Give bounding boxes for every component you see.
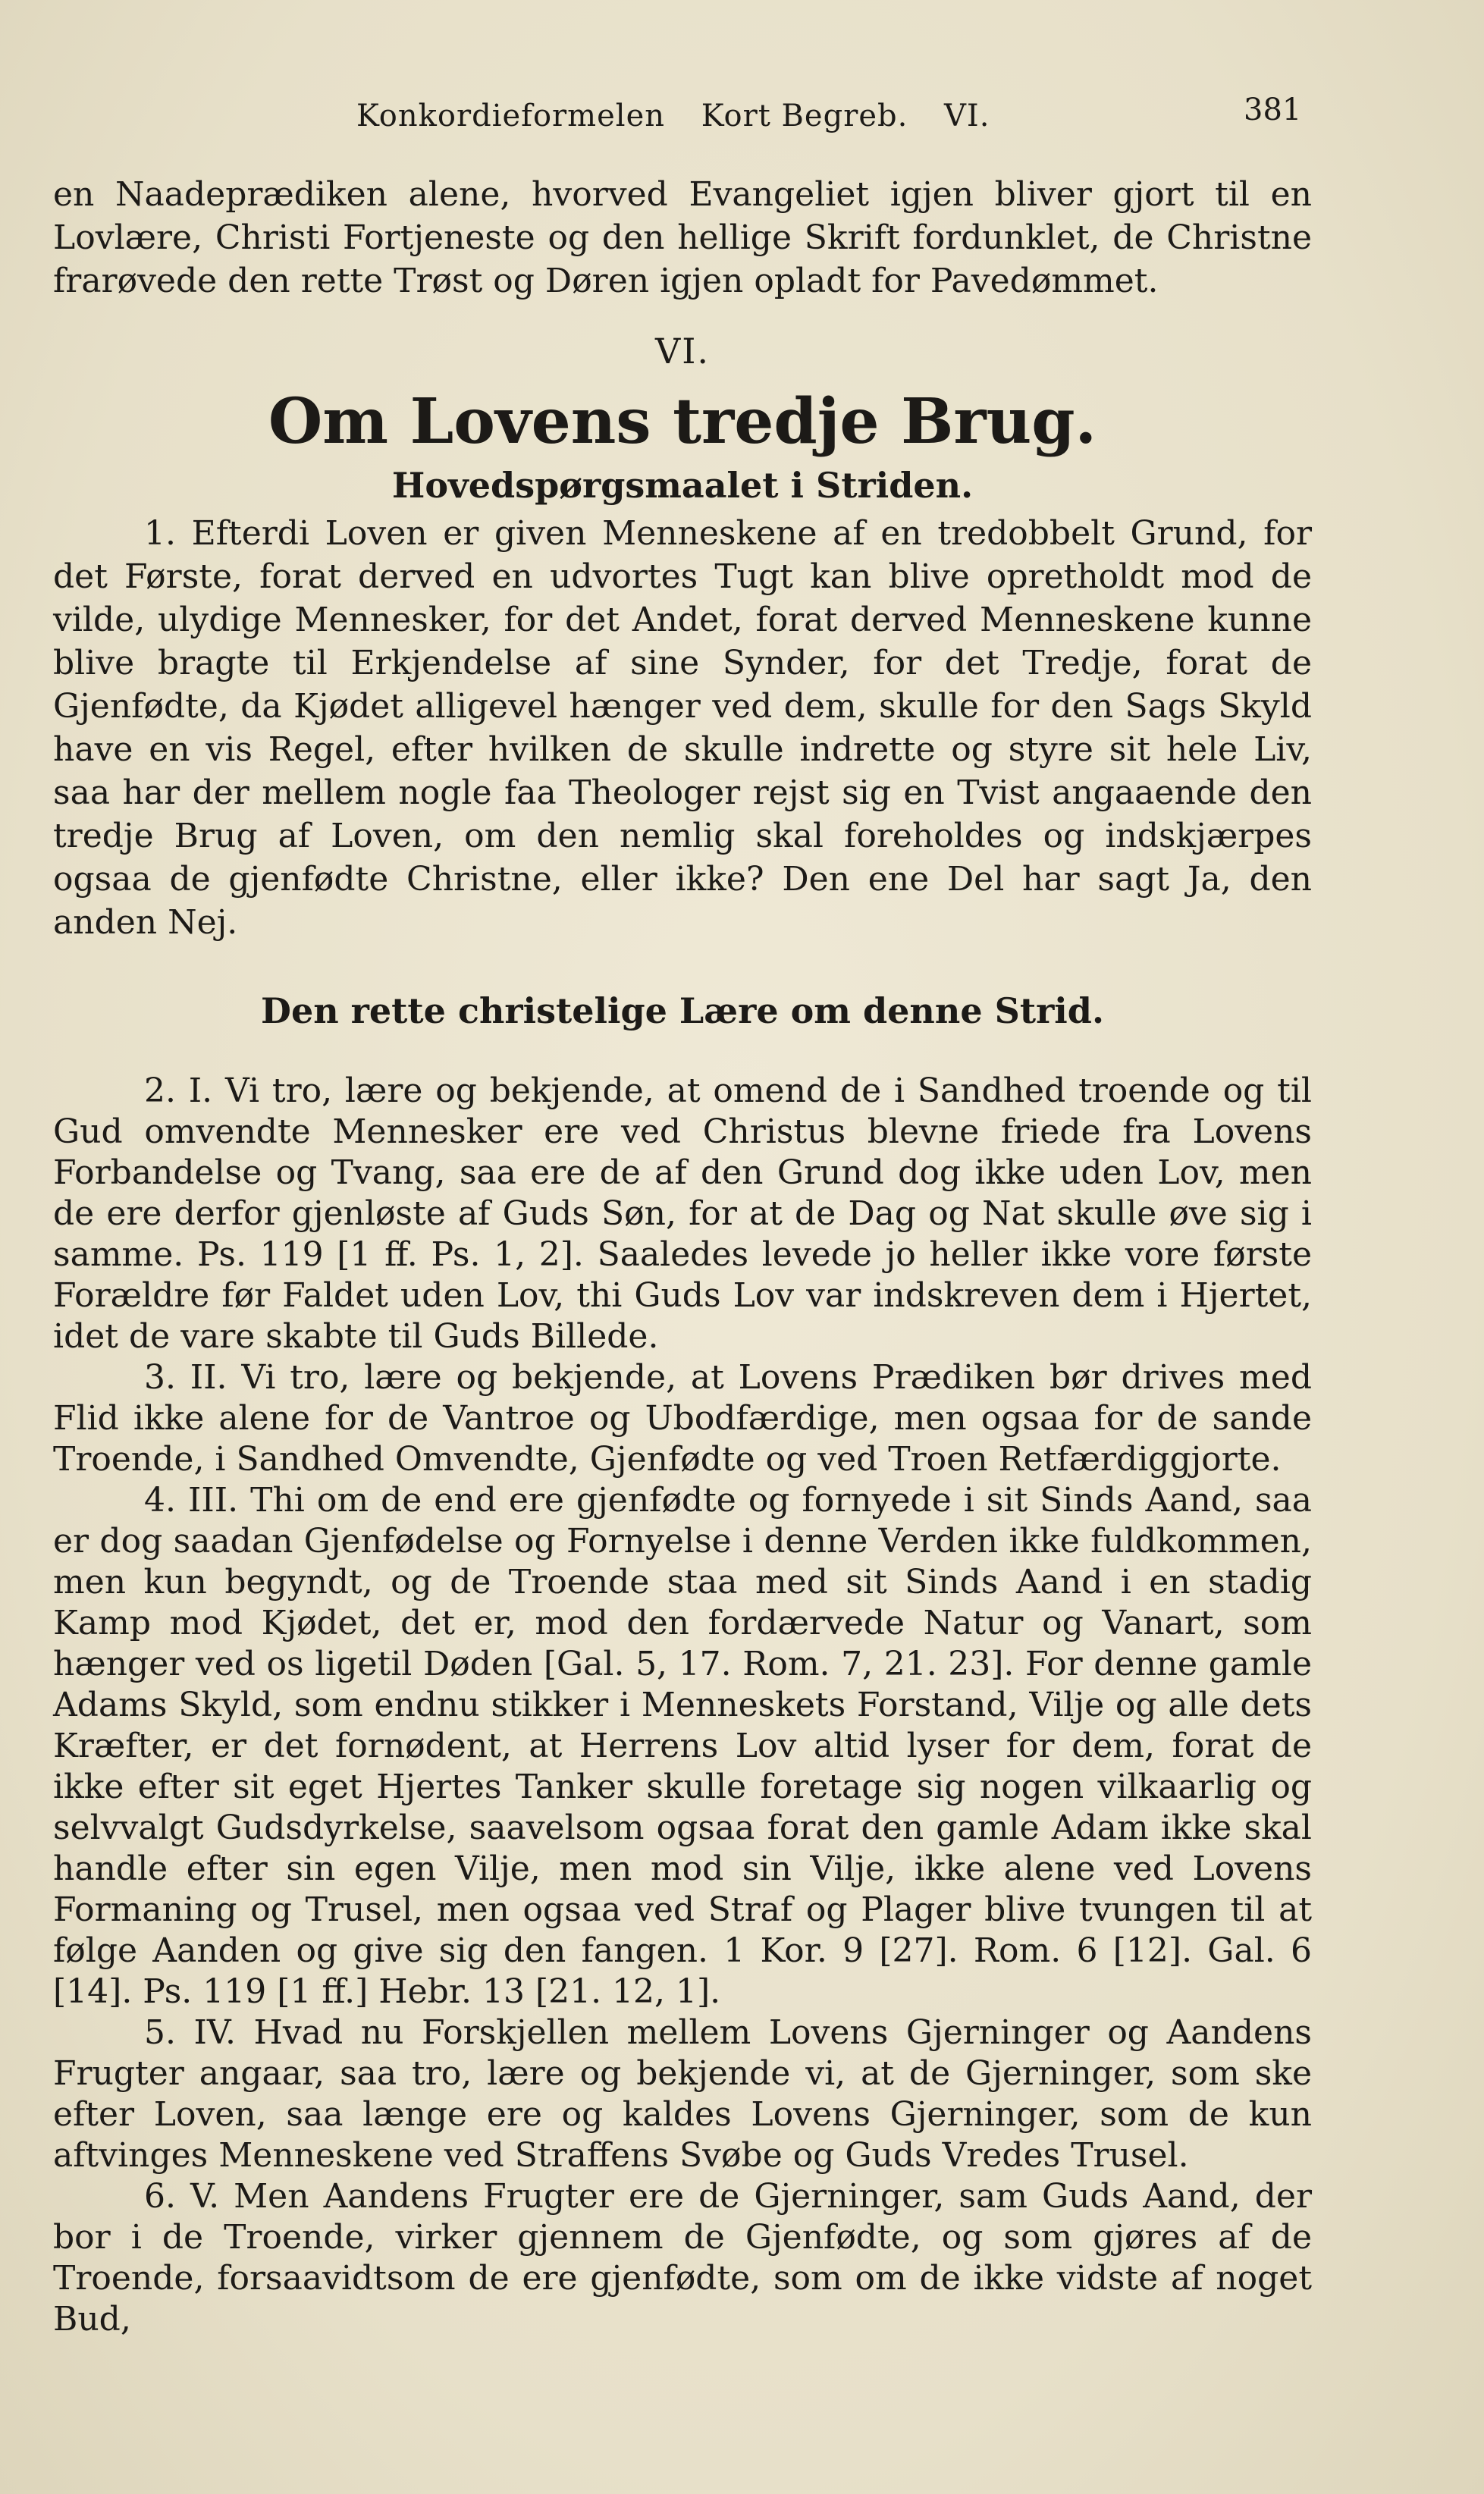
running-header (356, 99, 1191, 133)
paragraph-5: 5. IV. Hvad nu Forskjellen mellem Lovens Gjerninger og Aandens Frugter angaar, saa tro, lære og bekjende vi, at de Gjerninger, som ske efter Loven, saa længe ere og kaldes Lovens Gjerninger, som de kun aftvinges Menneskene ved Straffens Svøbe og Guds Vredes Trusel. (53, 2013, 1312, 2175)
page-body (53, 173, 1312, 2340)
intro-paragraph: en Naadeprædiken alene, hvorved Evangeliet igjen bliver gjort til en Lovlære, Christi Fortjeneste og den hellige Skrift fordunklet, de Christne frarøvede den rette Trøst og Døren igjen opladt for Pavedømmet. (53, 175, 1312, 300)
paragraph-3: 3. II. Vi tro, lære og bekjende, at Lovens Prædiken bør drives med Flid ikke alene for de Vantroe og Ubodfærdige, men ogsaa for de sande Troende, i Sandhed Omvendte, Gjenfødte og ved Troen Retfærdiggjorte. (53, 1358, 1312, 1479)
section-subtitle: Hovedspørgsmaalet i Striden. (391, 465, 974, 506)
section-number: VI. (654, 331, 710, 372)
running-title: Konkordieformelen (356, 99, 665, 133)
section-subtitle-2: Den rette christelige Lære om denne Strid. (261, 990, 1104, 1031)
running-section: VI. (944, 99, 990, 133)
paragraph-4: 4. III. Thi om de end ere gjenfødte og fornyede i sit Sinds Aand, saa er dog saadan Gjenfødelse og Fornyelse i denne Verden ikke fuldkommen, men kun begyndt, og de Troende staa med sit Sinds Aand i en stadig Kamp mod Kjødet, det er, mod den fordærvede Natur og Vanart, som hænger ved os ligetil Døden [Gal. 5, 17. Rom. 7, 21. 23]. For denne gamle Adams Skyld, som endnu stikker i Menneskets Forstand, Vilje og alle dets Kræfter, er det fornødent, at Herrens Lov altid lyser for dem, forat de ikke efter sit eget Hjertes Tanker skulle foretage sig nogen vilkaarlig og selvvalgt Gudsdyrkelse, saavelsom ogsaa forat den gamle Adam ikke skal handle efter sin egen Vilje, men mod sin Vilje, ikke alene ved Lovens Formaning og Trusel, men ogsaa ved Straf og Plager blive tvungen til at følge Aanden og give sig den fangen. 1 Kor. 9 [27]. Rom. 6 [12]. Gal. 6 [14]. Ps. 119 [1 ff.] Hebr. 13 [21. 12, 1]. (53, 1481, 1312, 2011)
page-number: 381 (1244, 93, 1302, 127)
paragraph-2: 2. I. Vi tro, lære og bekjende, at omend de i Sandhed troende og til Gud omvendte Mennesker ere ved Christus blevne friede fra Lovens Forbandelse og Tvang, saa ere de af den Grund dog ikke uden Lov, men de ere derfor gjenløste af Guds Søn, for at de Dag og Nat skulle øve sig i samme. Ps. 119 [1 ff. Ps. 1, 2]. Saaledes levede jo heller ikke vore første Forældre før Faldet uden Lov, thi Guds Lov var indskreven dem i Hjertet, idet de vare skabte til Guds Billede. (53, 1071, 1312, 1356)
paragraph-1: 1. Efterdi Loven er given Menneskene af en tredobbelt Grund, for det Første, forat derved en udvortes Tugt kan blive opretholdt mod de vilde, ulydige Mennesker, for det Andet, forat derved Menneskene kunne blive bragte til Erkjendelse af sine Synder, for det Tredje, forat de Gjenfødte, da Kjødet alligevel hænger ved dem, skulle for den Sags Skyld have en vis Regel, efter hvilken de skulle indrette og styre sit hele Liv, saa har der mellem nogle faa Theologer rejst sig en Tvist angaaende den tredje Brug af Loven, om den nemlig skal foreholdes og indskjærpes ogsaa de gjenfødte Christne, eller ikke? Den ene Del har sagt Ja, den anden Nej. (53, 514, 1312, 942)
running-subtitle: Kort Begreb. (701, 99, 908, 133)
section-title: Om Lovens tredje Brug. (268, 385, 1097, 458)
paragraph-6: 6. V. Men Aandens Frugter ere de Gjerninger, sam Guds Aand, der bor i de Troende, virker gjennem de Gjenfødte, og som gjøres af de Troende, forsaavidtsom de ere gjenfødte, som om de ikke vidste af noget Bud, (53, 2177, 1312, 2339)
